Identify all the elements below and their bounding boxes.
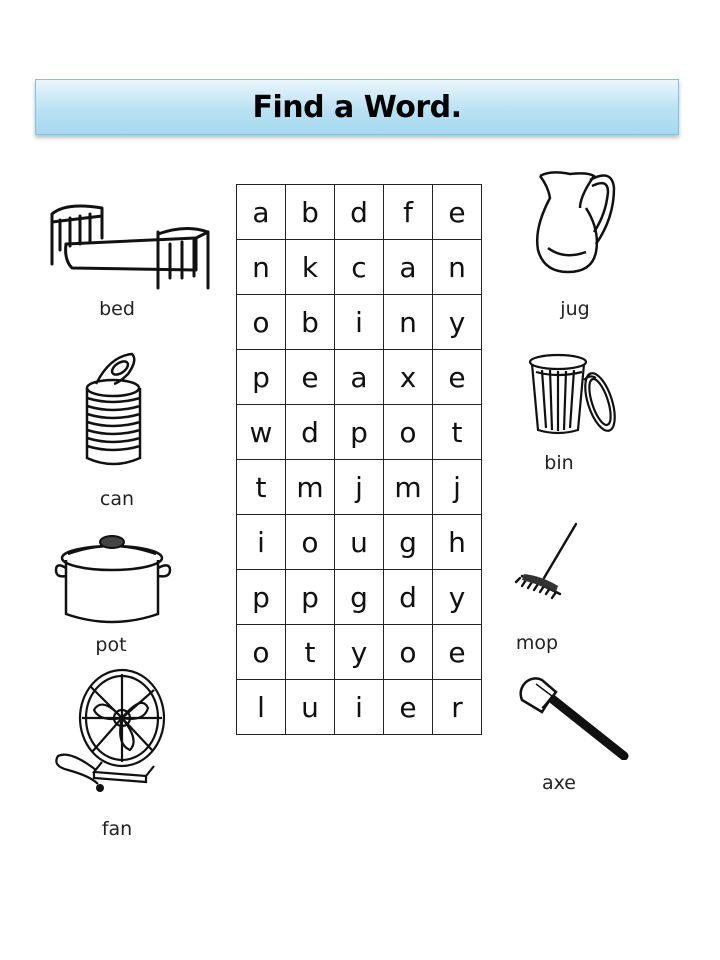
word-label-pot: pot xyxy=(95,634,127,656)
grid-letter-cell[interactable]: t xyxy=(433,405,482,460)
grid-letter-cell[interactable]: j xyxy=(433,460,482,515)
grid-letter-cell[interactable]: r xyxy=(433,680,482,735)
grid-letter-cell[interactable]: e xyxy=(433,350,482,405)
grid-letter-cell[interactable]: m xyxy=(286,460,335,515)
grid-letter-cell[interactable]: d xyxy=(384,570,433,625)
grid-letter-cell[interactable]: b xyxy=(286,185,335,240)
grid-letter-cell[interactable]: o xyxy=(237,625,286,680)
bed-icon xyxy=(46,198,214,293)
grid-row xyxy=(237,680,482,735)
grid-row xyxy=(237,570,482,625)
grid-letter-cell[interactable]: o xyxy=(237,295,286,350)
title-banner xyxy=(35,79,679,135)
grid-row xyxy=(237,350,482,405)
bin-icon xyxy=(528,350,620,436)
grid-row xyxy=(237,295,482,350)
can-icon xyxy=(80,350,150,468)
grid-letter-cell[interactable]: f xyxy=(384,185,433,240)
grid-letter-cell[interactable]: o xyxy=(384,625,433,680)
grid-row xyxy=(237,405,482,460)
grid-letter-cell[interactable]: y xyxy=(433,295,482,350)
grid-letter-cell[interactable]: p xyxy=(286,570,335,625)
grid-letter-cell[interactable]: b xyxy=(286,295,335,350)
pot-icon xyxy=(52,530,174,626)
grid-letter-cell[interactable]: p xyxy=(237,350,286,405)
grid-letter-cell[interactable]: p xyxy=(335,405,384,460)
grid-letter-cell[interactable]: g xyxy=(335,570,384,625)
grid-letter-cell[interactable]: y xyxy=(335,625,384,680)
grid-letter-cell[interactable]: y xyxy=(433,570,482,625)
grid-row xyxy=(237,185,482,240)
word-label-mop: mop xyxy=(515,632,559,654)
grid-letter-cell[interactable]: a xyxy=(384,240,433,295)
grid-letter-cell[interactable]: n xyxy=(384,295,433,350)
grid-letter-cell[interactable]: o xyxy=(384,405,433,460)
grid-row xyxy=(237,625,482,680)
word-label-bed: bed xyxy=(99,298,135,320)
grid-row xyxy=(237,240,482,295)
grid-letter-cell[interactable]: e xyxy=(433,625,482,680)
grid-letter-cell[interactable]: d xyxy=(286,405,335,460)
grid-letter-cell[interactable]: g xyxy=(384,515,433,570)
word-label-axe: axe xyxy=(542,772,576,794)
grid-letter-cell[interactable]: c xyxy=(335,240,384,295)
grid-letter-cell[interactable]: m xyxy=(384,460,433,515)
grid-letter-cell[interactable]: h xyxy=(433,515,482,570)
word-search-grid xyxy=(236,184,482,735)
grid-letter-cell[interactable]: n xyxy=(237,240,286,295)
grid-letter-cell[interactable]: t xyxy=(237,460,286,515)
grid-letter-cell[interactable]: u xyxy=(286,680,335,735)
word-label-jug: jug xyxy=(560,298,590,320)
word-label-bin: bin xyxy=(544,452,574,474)
page-title: Find a Word. xyxy=(252,89,462,125)
grid-letter-cell[interactable]: i xyxy=(335,680,384,735)
fan-icon xyxy=(50,666,170,800)
grid-letter-cell[interactable]: x xyxy=(384,350,433,405)
grid-letter-cell[interactable]: n xyxy=(433,240,482,295)
grid-letter-cell[interactable]: o xyxy=(286,515,335,570)
jug-icon xyxy=(530,168,622,276)
grid-letter-cell[interactable]: l xyxy=(237,680,286,735)
grid-letter-cell[interactable]: k xyxy=(286,240,335,295)
grid-letter-cell[interactable]: a xyxy=(237,185,286,240)
grid-letter-cell[interactable]: t xyxy=(286,625,335,680)
grid-letter-cell[interactable]: p xyxy=(237,570,286,625)
word-label-fan: fan xyxy=(101,818,133,840)
grid-letter-cell[interactable]: w xyxy=(237,405,286,460)
grid-letter-cell[interactable]: a xyxy=(335,350,384,405)
grid-letter-cell[interactable]: e xyxy=(286,350,335,405)
axe-icon xyxy=(516,674,630,760)
grid-letter-cell[interactable]: e xyxy=(384,680,433,735)
mop-icon xyxy=(512,520,582,600)
grid-letter-cell[interactable]: e xyxy=(433,185,482,240)
grid-row xyxy=(237,515,482,570)
grid-letter-cell[interactable]: j xyxy=(335,460,384,515)
grid-letter-cell[interactable]: i xyxy=(237,515,286,570)
grid-letter-cell[interactable]: u xyxy=(335,515,384,570)
grid-letter-cell[interactable]: d xyxy=(335,185,384,240)
word-label-can: can xyxy=(99,488,135,510)
grid-letter-cell[interactable]: i xyxy=(335,295,384,350)
grid-row xyxy=(237,460,482,515)
